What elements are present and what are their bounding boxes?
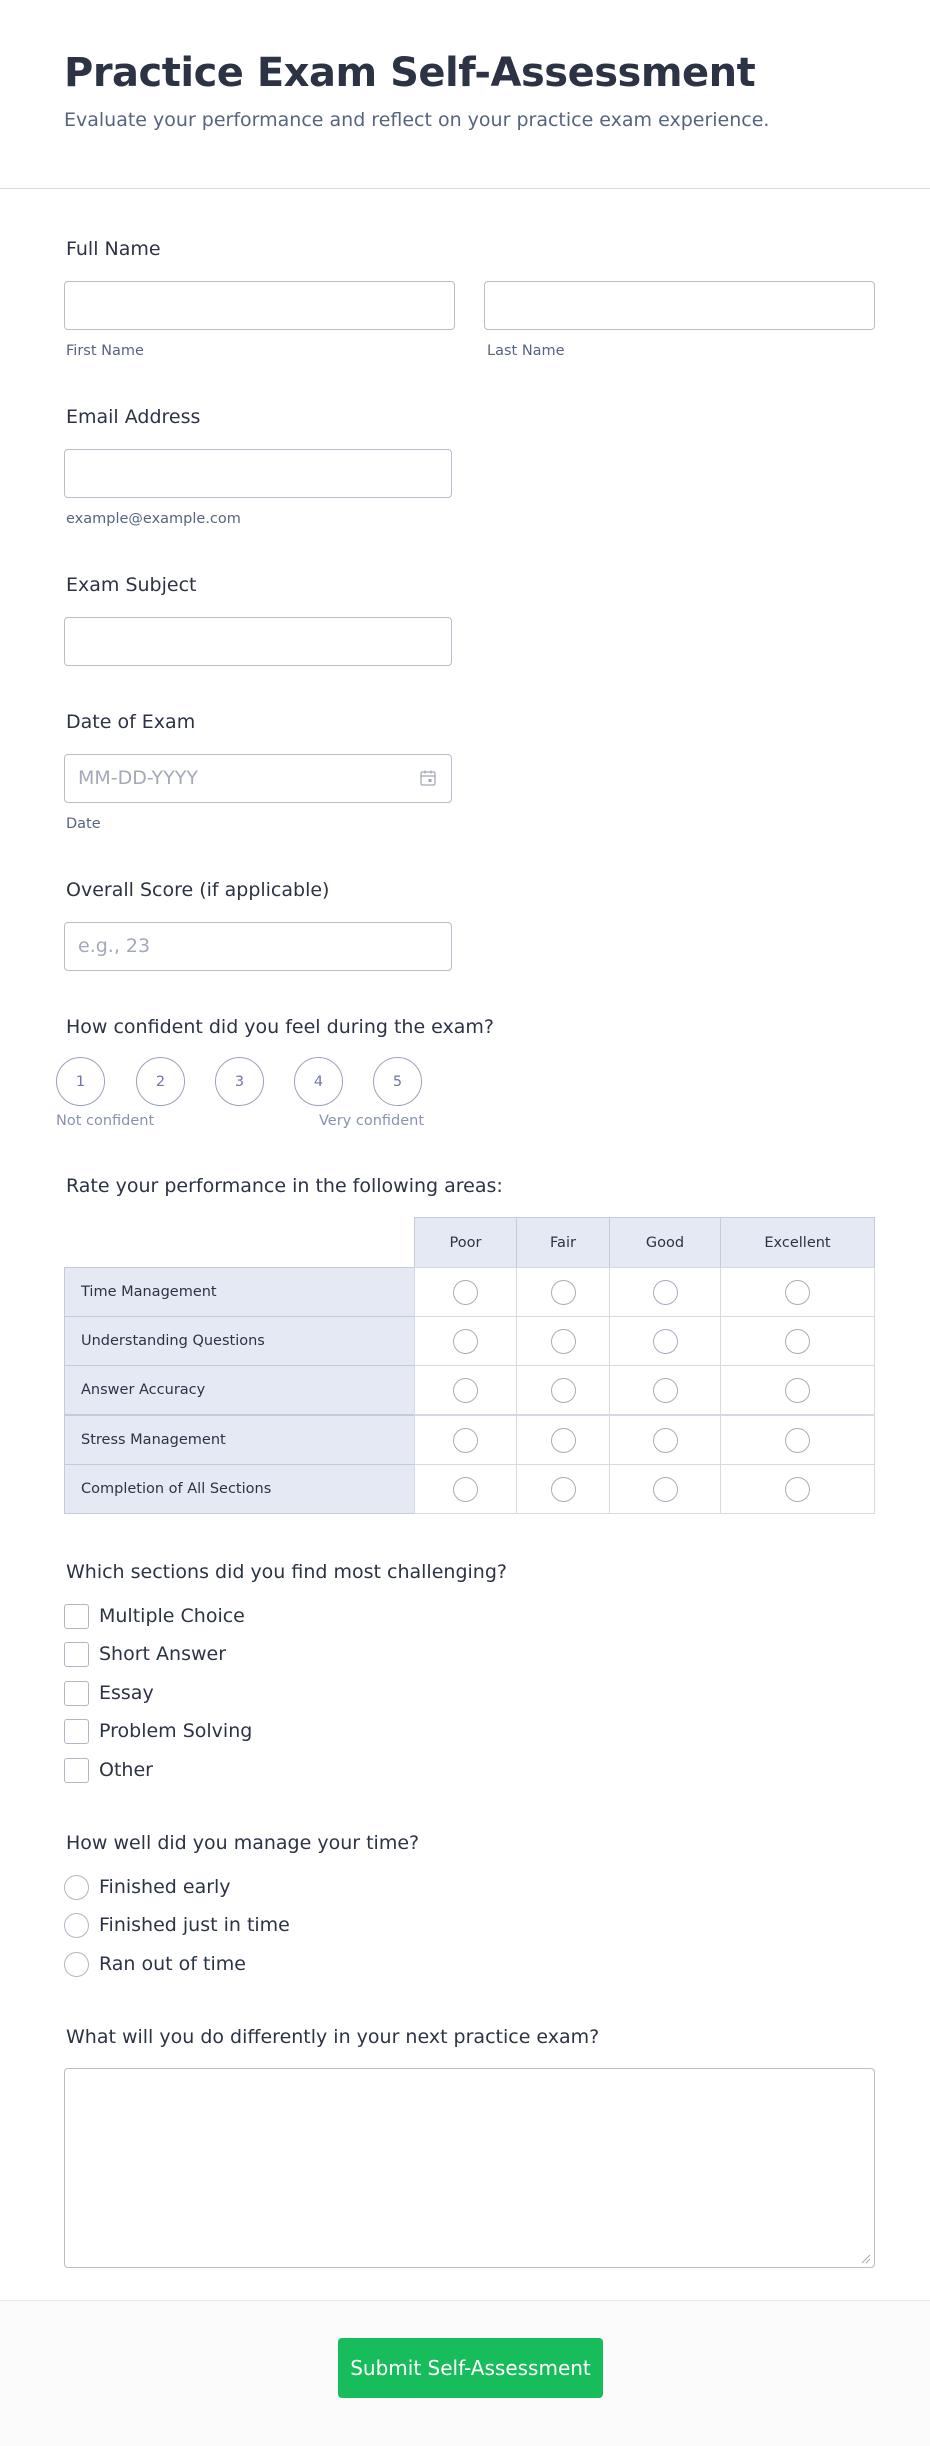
matrix-radio-completion-excellent[interactable] — [785, 1477, 810, 1502]
exam-date-placeholder: MM-DD-YYYY — [78, 767, 198, 789]
exam-subject-label: Exam Subject — [66, 574, 197, 596]
challenging-label: Which sections did you find most challenging? — [66, 1561, 507, 1583]
page-subtitle: Evaluate your performance and reflect on your practice exam experience. — [64, 109, 770, 131]
form-header — [0, 0, 930, 189]
checkbox-label: Short Answer — [99, 1643, 227, 1665]
confidence-option-2[interactable]: 2 — [136, 1057, 185, 1106]
matrix-row-completion — [64, 1464, 875, 1514]
checkbox-box[interactable] — [64, 1604, 89, 1629]
matrix-radio-understanding-fair[interactable] — [551, 1329, 576, 1354]
score-label: Overall Score (if applicable) — [66, 879, 330, 901]
confidence-high-caption: Very confident — [319, 1113, 425, 1129]
email-input[interactable] — [64, 449, 452, 498]
matrix-col-excellent: Excellent — [720, 1217, 875, 1268]
matrix-radio-time-excellent[interactable] — [785, 1280, 810, 1305]
first-name-caption: First Name — [66, 343, 144, 359]
matrix-radio-stress-poor[interactable] — [453, 1428, 478, 1453]
checkbox-label: Essay — [99, 1682, 154, 1704]
matrix-row-label: Time Management — [64, 1267, 415, 1317]
radio-circle[interactable] — [64, 1952, 89, 1977]
checkbox-problem-solving[interactable] — [64, 1718, 252, 1744]
submit-button[interactable]: Submit Self-Assessment — [338, 2338, 603, 2398]
radio-label: Finished early — [99, 1876, 231, 1898]
matrix-col-good: Good — [609, 1217, 721, 1268]
confidence-low-caption: Not confident — [56, 1113, 155, 1129]
matrix-row-label: Answer Accuracy — [64, 1365, 415, 1415]
confidence-label: How confident did you feel during the exam? — [66, 1016, 495, 1038]
exam-date-label: Date of Exam — [66, 711, 196, 733]
calendar-icon[interactable] — [419, 769, 437, 787]
first-name-input[interactable] — [64, 281, 455, 330]
matrix-radio-stress-good[interactable] — [653, 1428, 678, 1453]
full-name-label: Full Name — [66, 238, 161, 260]
matrix-label: Rate your performance in the following areas: — [66, 1175, 503, 1197]
matrix-row-stress-management — [64, 1415, 875, 1465]
matrix-row-label: Completion of All Sections — [64, 1464, 415, 1514]
checkbox-box[interactable] — [64, 1758, 89, 1783]
checkbox-multiple-choice[interactable] — [64, 1603, 245, 1629]
checkbox-box[interactable] — [64, 1642, 89, 1667]
matrix-row-label: Stress Management — [64, 1415, 415, 1465]
email-caption: example@example.com — [66, 511, 241, 527]
email-label: Email Address — [66, 406, 201, 428]
matrix-radio-understanding-excellent[interactable] — [785, 1329, 810, 1354]
matrix-radio-accuracy-good[interactable] — [653, 1378, 678, 1403]
checkbox-other[interactable] — [64, 1757, 153, 1783]
matrix-radio-accuracy-poor[interactable] — [453, 1378, 478, 1403]
radio-finished-just-in-time[interactable] — [64, 1912, 290, 1938]
matrix-radio-accuracy-excellent[interactable] — [785, 1378, 810, 1403]
page-title: Practice Exam Self-Assessment — [64, 50, 756, 96]
score-input[interactable] — [64, 922, 452, 971]
checkbox-label: Other — [99, 1759, 153, 1781]
matrix-radio-stress-excellent[interactable] — [785, 1428, 810, 1453]
matrix-row-answer-accuracy — [64, 1365, 875, 1415]
checkbox-essay[interactable] — [64, 1680, 154, 1706]
score-placeholder: e.g., 23 — [78, 935, 151, 957]
matrix-row-label: Understanding Questions — [64, 1316, 415, 1366]
matrix-radio-understanding-good[interactable] — [653, 1329, 678, 1354]
matrix-col-poor: Poor — [414, 1217, 517, 1268]
matrix-row-understanding-questions — [64, 1316, 875, 1366]
form-footer — [0, 2300, 930, 2446]
radio-label: Ran out of time — [99, 1953, 246, 1975]
radio-label: Finished just in time — [99, 1914, 290, 1936]
radio-ran-out-of-time[interactable] — [64, 1951, 246, 1977]
resize-grip-icon[interactable] — [861, 2254, 871, 2264]
matrix-col-fair: Fair — [516, 1217, 610, 1268]
checkbox-label: Multiple Choice — [99, 1605, 245, 1627]
checkbox-box[interactable] — [64, 1681, 89, 1706]
confidence-option-5[interactable]: 5 — [373, 1057, 422, 1106]
exam-subject-input[interactable] — [64, 617, 452, 666]
matrix-row-time-management — [64, 1267, 875, 1317]
radio-finished-early[interactable] — [64, 1874, 231, 1900]
time-management-label: How well did you manage your time? — [66, 1832, 420, 1854]
performance-matrix — [64, 1217, 875, 1516]
confidence-option-4[interactable]: 4 — [294, 1057, 343, 1106]
radio-circle[interactable] — [64, 1875, 89, 1900]
checkbox-box[interactable] — [64, 1719, 89, 1744]
exam-date-caption: Date — [66, 816, 101, 832]
confidence-option-1[interactable]: 1 — [56, 1057, 105, 1106]
matrix-radio-accuracy-fair[interactable] — [551, 1378, 576, 1403]
matrix-radio-understanding-poor[interactable] — [453, 1329, 478, 1354]
last-name-caption: Last Name — [487, 343, 565, 359]
matrix-radio-completion-fair[interactable] — [551, 1477, 576, 1502]
matrix-radio-time-poor[interactable] — [453, 1280, 478, 1305]
exam-date-input[interactable] — [64, 754, 452, 803]
matrix-radio-time-good[interactable] — [653, 1280, 678, 1305]
next-time-label: What will you do differently in your next practice exam? — [66, 2026, 600, 2048]
confidence-option-3[interactable]: 3 — [215, 1057, 264, 1106]
matrix-radio-completion-good[interactable] — [653, 1477, 678, 1502]
matrix-radio-completion-poor[interactable] — [453, 1477, 478, 1502]
next-time-textarea[interactable] — [64, 2068, 875, 2268]
matrix-radio-time-fair[interactable] — [551, 1280, 576, 1305]
checkbox-label: Problem Solving — [99, 1720, 253, 1742]
matrix-radio-stress-fair[interactable] — [551, 1428, 576, 1453]
last-name-input[interactable] — [484, 281, 875, 330]
radio-circle[interactable] — [64, 1913, 89, 1938]
checkbox-short-answer[interactable] — [64, 1641, 226, 1667]
